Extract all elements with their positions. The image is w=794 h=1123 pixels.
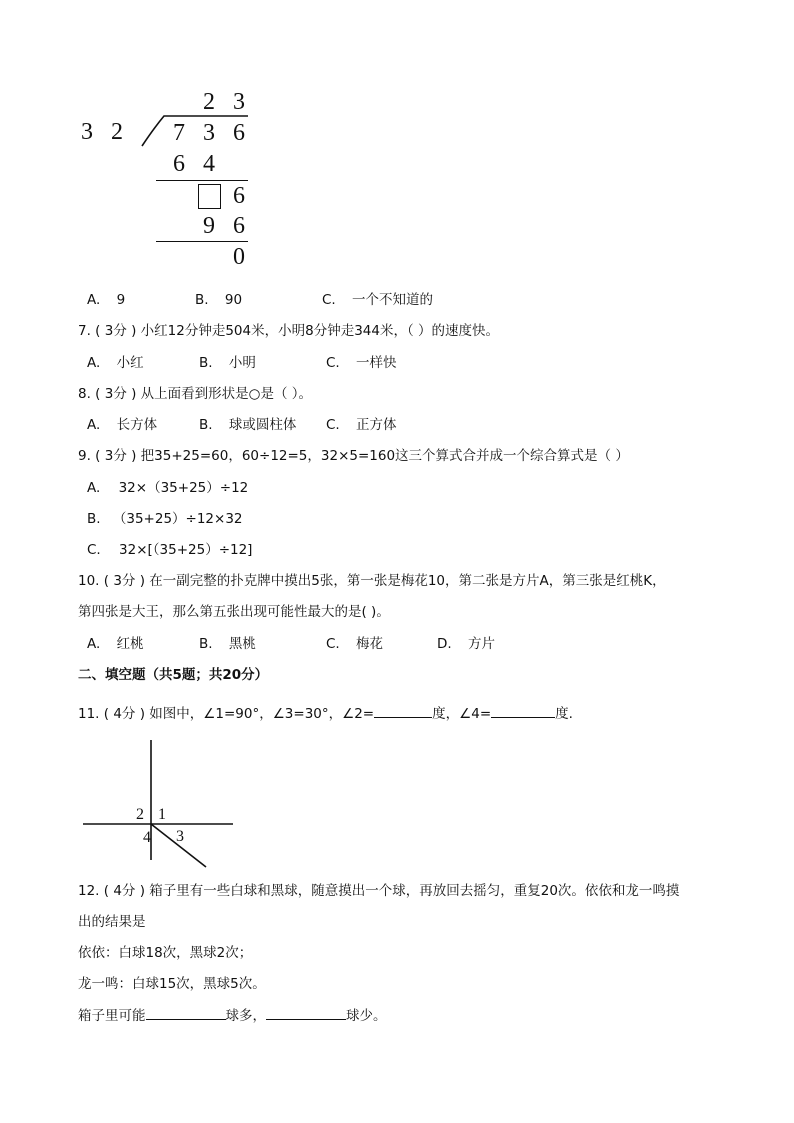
q7-option-b[interactable] xyxy=(199,354,256,372)
q10-option-b[interactable] xyxy=(199,635,256,653)
q11-prefix: 11. ( 4分 ) 如图中，∠1=90°，∠3=30°，∠2= xyxy=(78,706,375,722)
option-letter: B. xyxy=(199,417,213,433)
q10-option-c[interactable] xyxy=(326,635,383,653)
option-text: 黑桃 xyxy=(228,636,256,652)
option-letter: A. xyxy=(87,292,101,308)
option-letter: C. xyxy=(87,542,101,558)
q8-stem: 8. ( 3分 ) 从上面看到形状是○是（ ）。 xyxy=(78,386,312,402)
fill-blank[interactable] xyxy=(374,704,432,718)
option-letter: B. xyxy=(199,636,213,652)
option-letter: A. xyxy=(87,480,101,496)
q9-option-c[interactable] xyxy=(87,541,252,559)
option-text: 32×（35+25）÷12 xyxy=(118,480,249,496)
q12-line3: 依依：白球18次，黑球2次； xyxy=(78,945,253,961)
q12-line2: 出的结果是 xyxy=(78,914,146,930)
option-letter: C. xyxy=(326,355,340,371)
option-letter: B. xyxy=(199,355,213,371)
q10-stem-line2: 第四张是大王，那么第五张出现可能性最大的是( )。 xyxy=(78,604,390,620)
q7-stem: 7. ( 3分 ) 小红12分钟走504米，小明8分钟走344米，（ ）的速度快。 xyxy=(78,323,500,339)
angle-label: 1 xyxy=(158,806,166,823)
remainder-digit: 6 xyxy=(233,183,245,209)
option-letter: D. xyxy=(437,636,452,652)
final-remainder: 0 xyxy=(233,244,245,270)
q10-option-a[interactable] xyxy=(87,635,144,653)
option-letter: B. xyxy=(195,292,209,308)
q12-line5 xyxy=(78,1006,387,1025)
option-letter: A. xyxy=(87,355,101,371)
q10-option-d[interactable] xyxy=(437,635,495,653)
option-text: 小红 xyxy=(116,355,144,371)
option-text: 球或圆柱体 xyxy=(228,417,297,433)
option-letter: C. xyxy=(322,292,336,308)
q12-line4: 龙一鸣：白球15次，黑球5次。 xyxy=(78,976,266,992)
q12-text: 球多， xyxy=(225,1008,266,1024)
quotient-digit: 3 xyxy=(233,89,245,115)
q9-option-a[interactable] xyxy=(87,479,248,497)
divisor-digit: 3 xyxy=(81,119,93,145)
product-digit: 6 xyxy=(173,151,185,177)
angle-label: 2 xyxy=(136,806,144,823)
q12-line1: 12. ( 4分 ) 箱子里有一些白球和黑球，随意摸出一个球，再放回去摇匀，重复20次。依依和龙一鸣摸 xyxy=(78,883,680,899)
option-text: 小明 xyxy=(228,355,256,371)
option-text: 32×[（35+25）÷12] xyxy=(119,542,253,558)
option-text: 正方体 xyxy=(356,417,397,433)
dividend-digit: 3 xyxy=(203,120,215,146)
option-text: 9 xyxy=(116,292,126,308)
fill-blank[interactable] xyxy=(266,1006,346,1020)
q8-option-b[interactable] xyxy=(199,416,296,434)
angle-label: 3 xyxy=(176,828,184,845)
option-text: 梅花 xyxy=(356,636,384,652)
option-text: 90 xyxy=(224,292,243,308)
option-text: 红桃 xyxy=(116,636,144,652)
option-letter: C. xyxy=(326,417,340,433)
fill-blank[interactable] xyxy=(491,704,555,718)
q8-option-c[interactable] xyxy=(326,416,397,434)
option-letter: A. xyxy=(87,636,101,652)
subtraction-line xyxy=(156,241,248,242)
q12-text: 球少。 xyxy=(346,1008,387,1024)
q6-option-b[interactable] xyxy=(195,291,242,309)
dividend-digit: 7 xyxy=(173,120,185,146)
q12-text: 箱子里可能 xyxy=(78,1008,146,1024)
angle-figure xyxy=(80,736,240,870)
product-digit: 9 xyxy=(203,213,215,239)
option-text: 一个不知道的 xyxy=(352,292,434,308)
q8-option-a[interactable] xyxy=(87,416,157,434)
q6-option-a[interactable] xyxy=(87,291,125,309)
section-title: 二、填空题（共5题；共20分） xyxy=(78,667,269,683)
q6-option-c[interactable] xyxy=(322,291,433,309)
option-letter: B. xyxy=(87,511,101,527)
dividend-digit: 6 xyxy=(233,120,245,146)
q7-option-a[interactable] xyxy=(87,354,144,372)
option-text: 一样快 xyxy=(356,355,397,371)
q11-mid: 度，∠4= xyxy=(432,706,492,722)
q9-stem: 9. ( 3分 ) 把35+25=60，60÷12=5，32×5=160这三个算式合并成一个综合算式是（ ） xyxy=(78,448,629,464)
product-digit: 6 xyxy=(233,213,245,239)
product-digit: 4 xyxy=(203,151,215,177)
division-bracket xyxy=(140,114,252,150)
subtraction-line xyxy=(156,180,248,181)
answer-box[interactable] xyxy=(198,184,221,209)
angle-label: 4 xyxy=(143,829,151,846)
q10-stem-line1: 10. ( 3分 ) 在一副完整的扑克牌中摸出5张，第一张是梅花10，第二张是方片A，第三张是红桃K， xyxy=(78,573,666,589)
option-text: 方片 xyxy=(467,636,495,652)
q9-option-b[interactable] xyxy=(87,510,243,528)
option-letter: A. xyxy=(87,417,101,433)
option-text: 长方体 xyxy=(116,417,158,433)
quotient-digit: 2 xyxy=(203,89,215,115)
option-text: （35+25）÷12×32 xyxy=(112,511,243,527)
option-letter: C. xyxy=(326,636,340,652)
q7-option-c[interactable] xyxy=(326,354,397,372)
fill-blank[interactable] xyxy=(146,1006,226,1020)
divisor-digit: 2 xyxy=(111,119,123,145)
q11-stem xyxy=(78,704,573,723)
q11-suffix: 度. xyxy=(555,706,573,722)
